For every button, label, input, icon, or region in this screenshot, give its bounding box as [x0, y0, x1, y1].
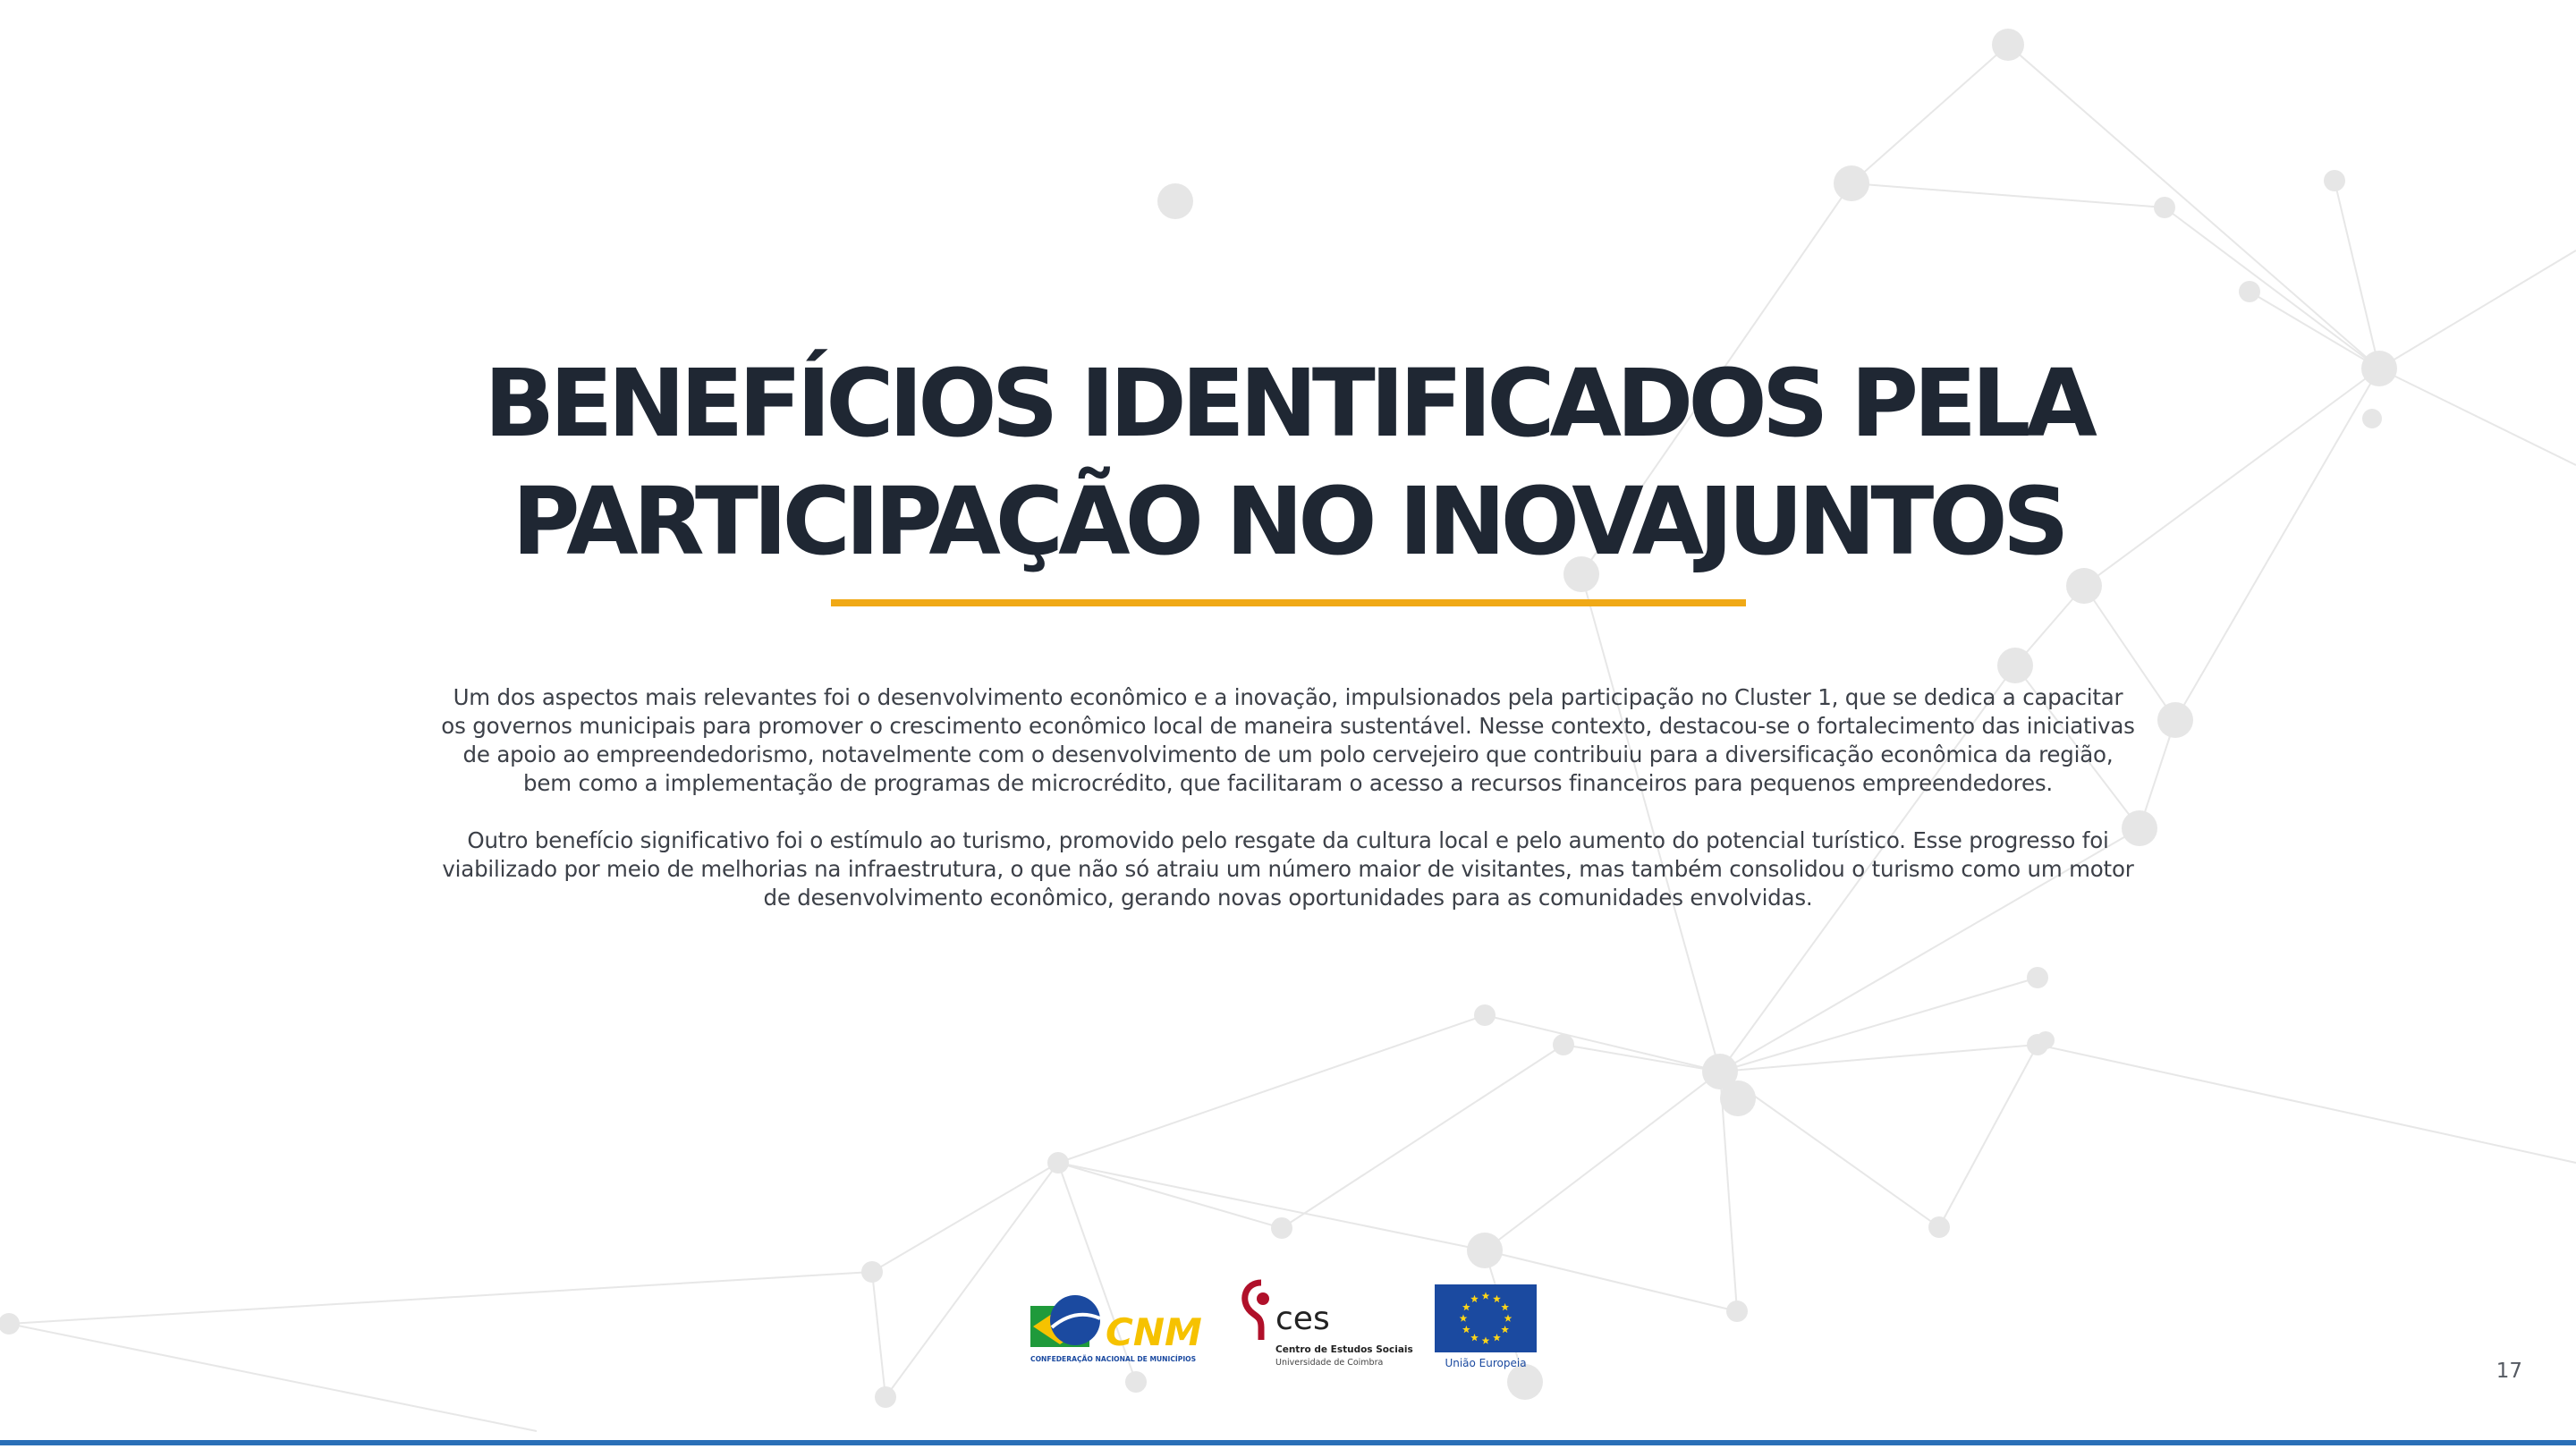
slide-title [0, 344, 2576, 580]
ces-wordmark: ces [1275, 1301, 1330, 1337]
ces-symbol-icon [1245, 1283, 1261, 1340]
bottom-accent-bar [0, 1440, 2576, 1445]
paragraph-2: Outro benefício significativo foi o estímulo ao turismo, promovido pelo resgate da cultura local e pelo aumento do potencial turístico. Esse progresso foi viabilizado por meio de melhorias na infraestrutura, o que não só atraiu um número maior de visitantes, mas também consolidou o turismo como um motor de desenvolvimento econômico, gerando novas oportunidades para as comunidades envolvidas. [442, 827, 2134, 911]
ces-line-1: Centro de Estudos Sociais [1275, 1344, 1413, 1355]
cnm-subtitle: CONFEDERAÇÃO NACIONAL DE MUNICÍPIOS [1030, 1355, 1197, 1363]
title-line-1: BENEFÍCIOS IDENTIFICADOS PELA [484, 349, 2092, 458]
title-underline [831, 599, 1746, 606]
ces-logo [1234, 1277, 1413, 1370]
ces-line-2: Universidade de Coimbra [1275, 1358, 1384, 1368]
cnm-globe-icon [1050, 1295, 1100, 1345]
cnm-wordmark: CNM [1106, 1310, 1202, 1354]
page-number: 17 [2496, 1360, 2522, 1383]
title-line-2: PARTICIPAÇÃO NO INOVAJUNTOS [512, 467, 2064, 576]
paragraph-1: Um dos aspectos mais relevantes foi o desenvolvimento econômico e a inovação, impulsionados pela participação no Cluster 1, que se dedica a capacitar os governos municipais para promover o crescimento econômico local de maneira sustentável. Nesse contexto, destacou-se o fortalecimento das iniciativas de apoio ao empreendedorismo, notavelmente com o desenvolvimento de um polo cervejeiro que contribuiu para a diversificação econômica da região, bem como a implementação de programas de microcrédito, que facilitaram o acesso a recursos financeiros para pequenos empreendedores. [441, 684, 2135, 796]
eu-logo [1431, 1281, 1540, 1370]
eu-caption: União Europeia [1445, 1357, 1527, 1369]
cnm-logo [1029, 1292, 1200, 1367]
body-text [438, 683, 2138, 941]
